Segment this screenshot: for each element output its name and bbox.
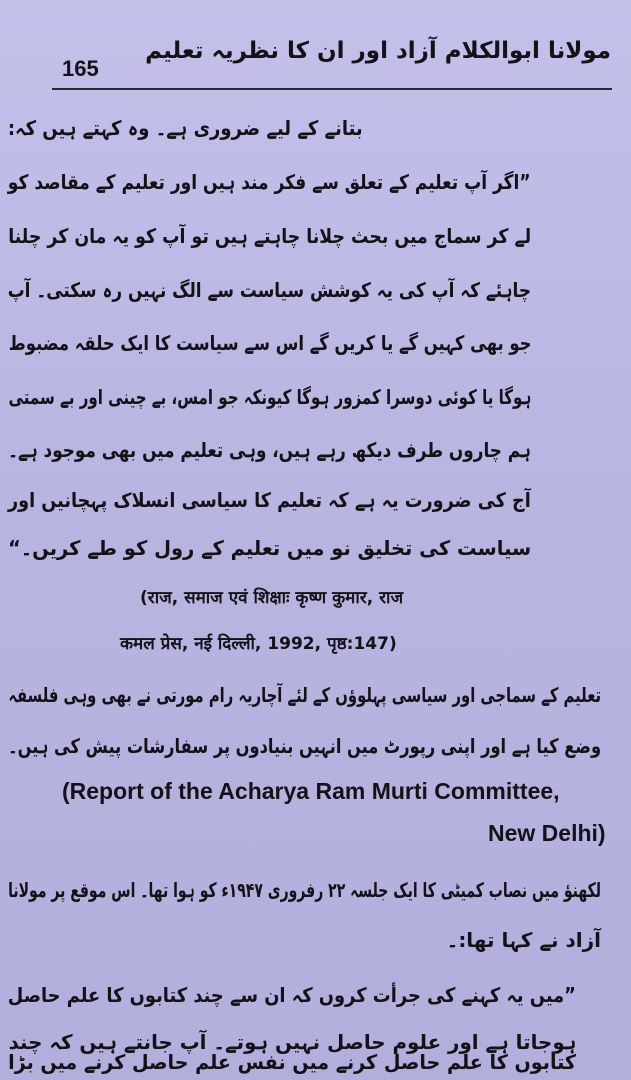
citation-line: (Report of the Acharya Ram Murti Committee, <box>62 778 560 804</box>
intro-line: بتانے کے لیے ضروری ہے۔ وہ کہتے ہیں کہ: <box>8 116 363 140</box>
citation-line: New Delhi) <box>488 820 606 846</box>
quote-line: ”میں یہ کہنے کی جرأت کروں کہ ان سے چند کتابوں کا علم حاصل <box>7 983 576 1007</box>
paragraph-line: آزاد نے کہا تھا:۔ <box>446 928 601 952</box>
quote-line: جو بھی کہیں گے یا کریں گے اس سے سیاست کا ایک حلقہ مضبوط <box>8 331 531 355</box>
quote-line: ہم چاروں طرف دیکھ رہے ہیں، وہی تعلیم میں بھی موجود ہے۔ <box>8 438 531 462</box>
citation-line: कमल प्रेस, नई दिल्ली, 1992, पृष्ठ:147) <box>120 634 397 654</box>
running-title: مولانا ابوالکلام آزاد اور ان کا نظریہ تعلیم <box>145 38 611 64</box>
header-rule <box>52 88 612 90</box>
quote-line: چاہئے کہ آپ کی یہ کوشش سیاست سے الگ نہیں رہ سکتی۔ آپ <box>7 278 531 302</box>
page-number: 165 <box>62 56 99 81</box>
quote-line: ہوگا یا کوئی دوسرا کمزور ہوگا کیونکہ جو امس، بے چینی اور بے سمتی <box>8 385 531 409</box>
quote-line: آج کی ضرورت یہ ہے کہ تعلیم کا سیاسی انسلاک پہچانیں اور <box>8 488 531 512</box>
paragraph-line: وضع کیا ہے اور اپنی رپورٹ میں انہیں بنیادوں پر سفارشات پیش کی ہیں۔ <box>8 734 601 758</box>
quote-line: ہوجاتا ہے اور علوم حاصل نہیں ہوتے۔ آپ جانتے ہیں کہ چند <box>8 1030 576 1054</box>
quote-line: کتابوں کا علم حاصل کرنے میں نفس علم حاصل کرنے میں بڑا <box>8 1050 576 1074</box>
paragraph-line: لکھنؤ میں نصاب کمیٹی کا ایک جلسہ ۲۲ رفروری ۱۹۴۷ء کو ہوا تھا۔ اس موقع پر مولانا <box>8 878 601 902</box>
citation-line: (राज, समाज एवं शिक्षाः कृष्ण कुमार, राज <box>140 588 404 608</box>
quote-line: ”اگر آپ تعلیم کے تعلق سے فکر مند ہیں اور تعلیم کے مقاصد کو <box>8 170 531 194</box>
quote-line: لے کر سماج میں بحث چلانا چاہتے ہیں تو آپ کو یہ مان کر چلنا <box>8 224 531 248</box>
paragraph-line: تعلیم کے سماجی اور سیاسی پہلوؤں کے لئے آچاریہ رام مورتی نے بھی وہی فلسفہ <box>8 683 601 707</box>
quote-line: سیاست کی تخلیق نو میں تعلیم کے رول کو طے کریں۔“ <box>7 536 531 560</box>
